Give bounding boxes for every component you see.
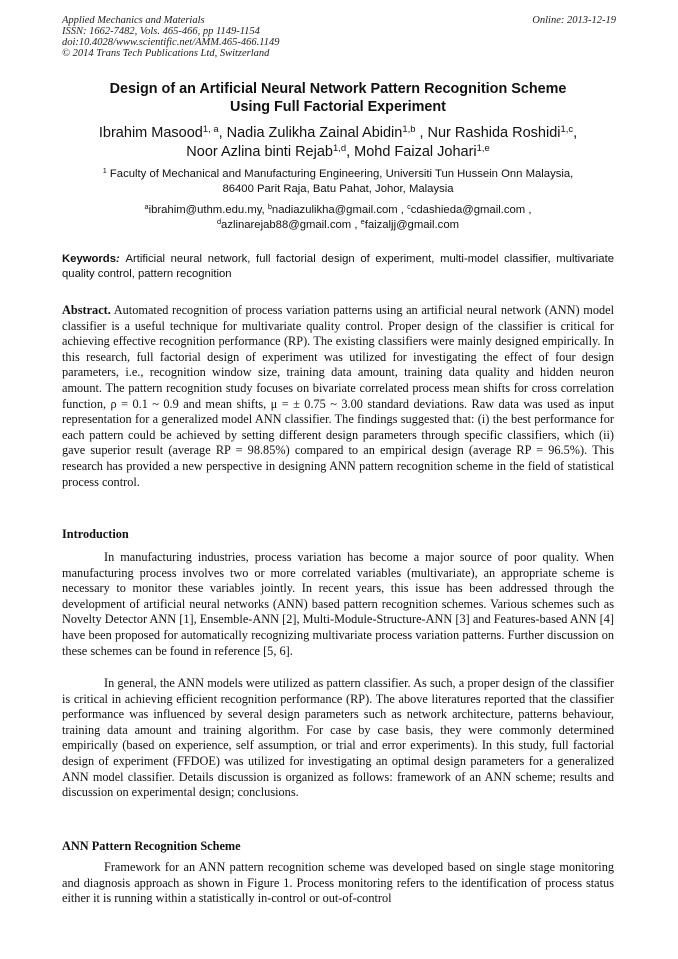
author-name: Mohd Faizal Johari	[354, 143, 477, 160]
email-link[interactable]: nadiazulikha@gmail.com	[271, 204, 398, 216]
email-mark: b	[267, 201, 272, 211]
email-mark: c	[407, 201, 411, 211]
author-name: Nur Rashida Roshidi	[427, 125, 561, 141]
email-line-2: $^d$azlinarejab88@gmail.com , $^e$faizaljj@gmail.com	[216, 216, 460, 231]
email-link[interactable]: cdashieda@gmail.com	[410, 204, 526, 216]
affiliation-mark: 1	[102, 165, 107, 175]
email-mark: e	[360, 216, 365, 226]
affiliation-line-1	[62, 167, 614, 182]
author-affiliation-mark: 1,c	[560, 122, 574, 134]
author-name: Nadia Zulikha Zainal Abidin	[226, 125, 403, 141]
section-heading-introduction: Introduction	[62, 527, 129, 541]
email-link[interactable]: azlinarejab88@gmail.com	[221, 219, 352, 231]
email-line-1: $^a$ibrahim@uthm.edu.my, $^b$nadiazulikha@gmail.com , $^c$cdashieda@gmail.com ,	[144, 201, 532, 216]
abstract-text: Automated recognition of process variation patterns using an artificial neural network (ANN) model classifier is a useful technique for multivariate quality control. Proper design of the classifier is critical for achieving effective recognition performance (RP). The existing classifiers were mainly designed empirically. In this research, full factorial design of experiment was utilized for investigating the effect of four design parameters, i.e., recognition window size, training data amount, training data quality and hidden neuron amount. The pattern recognition study focuses on bivariate correlated process mean shifts for cross correlation function, ρ = 0.1 ~ 0.9 and mean shifts, μ = ± 0.75 ~ 3.00 standard deviations. Raw data was used as input representation for a generalized model ANN classifier. The findings suggested that: (i) the best performance for each pattern could be achieved by setting different design parameters through specific classifiers, which (ii) gave superior result (average RP = 98.85%) compared to an empirical design (average RP = 96.5%). This research has provided a new perspective in designing ANN pattern recognition scheme in the field of statistical process control.	[62, 303, 614, 489]
author-list	[62, 124, 614, 161]
abstract	[62, 303, 614, 490]
introduction-paragraph-1: In manufacturing industries, process variation has become a major source of poor quality. When manufacturing process involves two or more correlated variables (multivariate), an appropriate scheme is necessary to monitor these variables jointly. In recent years, this issue has been addressed through the development of artificial neural networks (ANN) based pattern recognition schemes. Various schemes such as Novelty Detector ANN [1], Ensemble-ANN [2], Multi-Module-Structure-ANN [3] and Features-based ANN [4] have been proposed for automatically recognizing multivariate process variation patterns. Further discussion on these schemes can be found in reference [5, 6].	[62, 550, 614, 658]
affiliation-text: Faculty of Mechanical and Manufacturing Engineering, Universiti Tun Hussein Onn Malaysia,	[109, 168, 574, 180]
issn-line: ISSN: 1662-7482, Vols. 465-466, pp 1149-1154	[62, 26, 260, 37]
title-line-1: Design of an Artificial Neural Network Pattern Recognition Scheme	[109, 81, 567, 97]
title-line-2: Using Full Factorial Experiment	[230, 99, 446, 115]
affiliation-line-2: 86400 Parit Raja, Batu Pahat, Johor, Malaysia	[222, 183, 454, 195]
copyright-line: © 2014 Trans Tech Publications Ltd, Switzerland	[62, 48, 270, 59]
email-mark: a	[144, 201, 149, 211]
keywords: Keywords: Artificial neural network, full factorial design of experiment, multi-model classifier, multivariate quality control, pattern recognition	[62, 253, 615, 280]
paper-title	[62, 80, 614, 116]
section-heading-ann-scheme: ANN Pattern Recognition Scheme	[62, 839, 241, 853]
ann-scheme-paragraph-1: Framework for an ANN pattern recognition scheme was developed based on single stage monitoring and diagnosis approach as shown in Figure 1. Process monitoring refers to the identification of process status either it is running within a statistically in-control or out-of-control	[62, 860, 614, 906]
doi-line: doi:10.4028/www.scientific.net/AMM.465-466.1149	[62, 37, 280, 48]
author-affiliation-mark: 1,e	[476, 141, 490, 153]
author-affiliation-mark: 1, a	[202, 122, 219, 134]
keywords-text: Artificial neural network, full factorial design of experiment, multi-model classifier, multivariate quality control, pattern recognition	[62, 253, 615, 280]
author-affiliation-mark: 1,b	[402, 122, 416, 134]
abstract-label: Abstract.	[62, 303, 111, 317]
email-link[interactable]: ibrahim@uthm.edu.my	[148, 204, 262, 216]
online-date: Online: 2013-12-19	[532, 15, 616, 26]
author-name: Ibrahim Masood	[98, 125, 203, 141]
publication-info	[62, 15, 279, 59]
author-line-2: Noor Azlina binti Rejab$^{1,d}$, Mohd Faizal Johari$^{1,e}$	[186, 141, 490, 160]
author-line-1: Ibrahim Masood$^{1, a}$, Nadia Zulikha Zainal Abidin$^{1,b}$ , Nur Rashida Roshidi$^{1,c}$,	[98, 122, 578, 141]
author-emails	[62, 203, 614, 233]
journal-name: Applied Mechanics and Materials	[62, 15, 205, 26]
keywords-label: Keywords	[62, 253, 116, 265]
email-mark: d	[216, 216, 222, 226]
affiliation	[62, 167, 614, 197]
email-link[interactable]: faizaljj@gmail.com	[364, 219, 460, 231]
introduction-paragraph-2: In general, the ANN models were utilized as pattern classifier. As such, a proper design of the classifier is critical in achieving efficient recognition performance (RP). The above literatures reported that the classifier performance was influenced by several design parameters such as network architecture, patterns behaviour, training data amount and training algorithm. For case by case basis, they were commonly determined empirically (based on experience, self assumption, or trial and error experiments). In this study, full factorial design of experiment (FFDOE) was utilized for investigating an optimal design parameters for a generalized ANN model classifier. Details discussion is organized as follows: framework of an ANN scheme; results and discussion on experimental design; conclusions.	[62, 676, 614, 800]
author-name: Noor Azlina binti Rejab	[186, 143, 333, 160]
author-affiliation-mark: 1,d	[332, 141, 347, 153]
